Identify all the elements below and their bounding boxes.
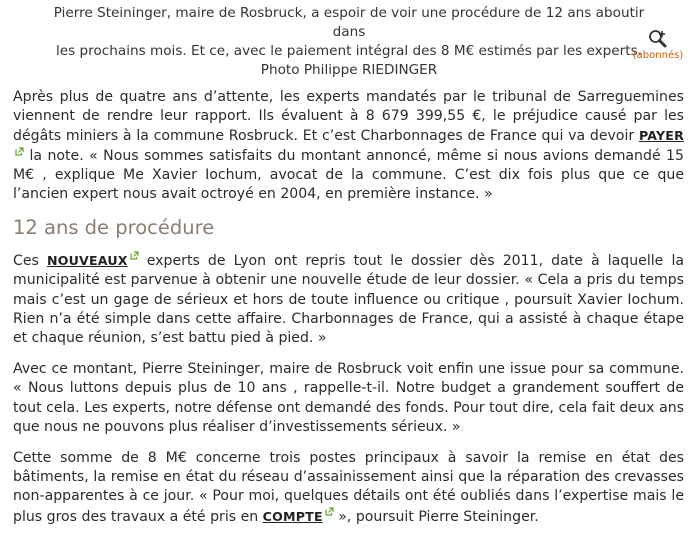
keyword-link-payer[interactable]: PAYER bbox=[638, 128, 684, 144]
external-link-icon[interactable] bbox=[15, 143, 24, 162]
zoom-button[interactable] bbox=[632, 29, 684, 61]
keyword-link-nouveaux[interactable]: NOUVEAUX bbox=[46, 253, 128, 269]
paragraph-4 bbox=[13, 449, 684, 527]
paragraph-1-text-a: Après plus de quatre ans d’attente, les experts mandatés par le tribunal de Sarreguemines viennent de rendre leur rapport. Ils évaluent à 8 679 399,55 €, le préjudice causé par les dégâts miniers à la commune Rosbruck. Et c’est Charbonnages de France qui va devoir bbox=[13, 89, 684, 145]
caption-line-1: Pierre Steininger, maire de Rosbruck, a espoir de voir une procédure de 12 ans aboutir dans bbox=[53, 5, 645, 40]
paragraph-1-text-b: la note. « Nous sommes satisfaits du montant annoncé, même si nous avions demandé 15 M€ , explique Me Xavier Iochum, avocat de la commune. C’est dix fois plus que ce que l’ancien expert nous avait octroyé en 2004, en première instance. » bbox=[13, 147, 684, 203]
keyword-link-compte[interactable]: COMPTE bbox=[262, 508, 323, 524]
photo-caption bbox=[40, 4, 658, 80]
paragraph-4-text-a: Cette somme de 8 M€ concerne trois postes principaux à savoir la remise en état des bâtiments, la remise en état du réseau d’assainissement ainsi que la réparation des crevasses non-apparentes à ce jour. « Pour moi, quelques détails ont été oubliés dans l’expertise mais le plus gros des travaux a été pris en bbox=[13, 450, 684, 525]
paragraph-3: Avec ce montant, Pierre Steininger, maire de Rosbruck voit enfin une issue pour sa commune. « Nous luttons depuis plus de 10 ans , rappelle-t-il. Notre budget a grandement souffert de tout cela. Les experts, notre défense ont demandé des fonds. Pour tout dire, cela fait deux ans que nous ne pouvons plus réaliser d’investissements sérieux. » bbox=[13, 361, 684, 435]
paragraph-2-text-a: Ces bbox=[13, 253, 47, 270]
caption-line-2: les prochains mois. Et ce, avec le paiement intégral des 8 M€ estimés par les experts. bbox=[56, 43, 642, 59]
article-body bbox=[13, 88, 684, 539]
section-heading: 12 ans de procédure bbox=[13, 216, 215, 240]
caption-credit: Photo Philippe RIEDINGER bbox=[260, 62, 438, 78]
paragraph-2-text-b: experts de Lyon ont repris tout le dossier dès 2011, date à laquelle la municipalité est parvenue à obtenir une nouvelle étude de leur dossier. « Cela a pris du temps mais c’est un gage de sérieux et hors de toute influence ou critique , poursuit Xavier Iochum. Rien n’a été simple dans cette affaire. Charbonnages de France, qui a assisté à chaque étape et chaque réunion, s’est battu pied à pied. » bbox=[13, 253, 684, 347]
paragraph-1 bbox=[13, 88, 684, 204]
external-link-icon[interactable] bbox=[130, 247, 139, 266]
zoom-in-icon[interactable] bbox=[648, 29, 668, 49]
zoom-label: (abonnés) bbox=[632, 50, 684, 61]
paragraph-4-text-b: », poursuit Pierre Steininger. bbox=[333, 508, 539, 525]
paragraph-2 bbox=[13, 251, 684, 348]
external-link-icon[interactable] bbox=[325, 503, 334, 522]
